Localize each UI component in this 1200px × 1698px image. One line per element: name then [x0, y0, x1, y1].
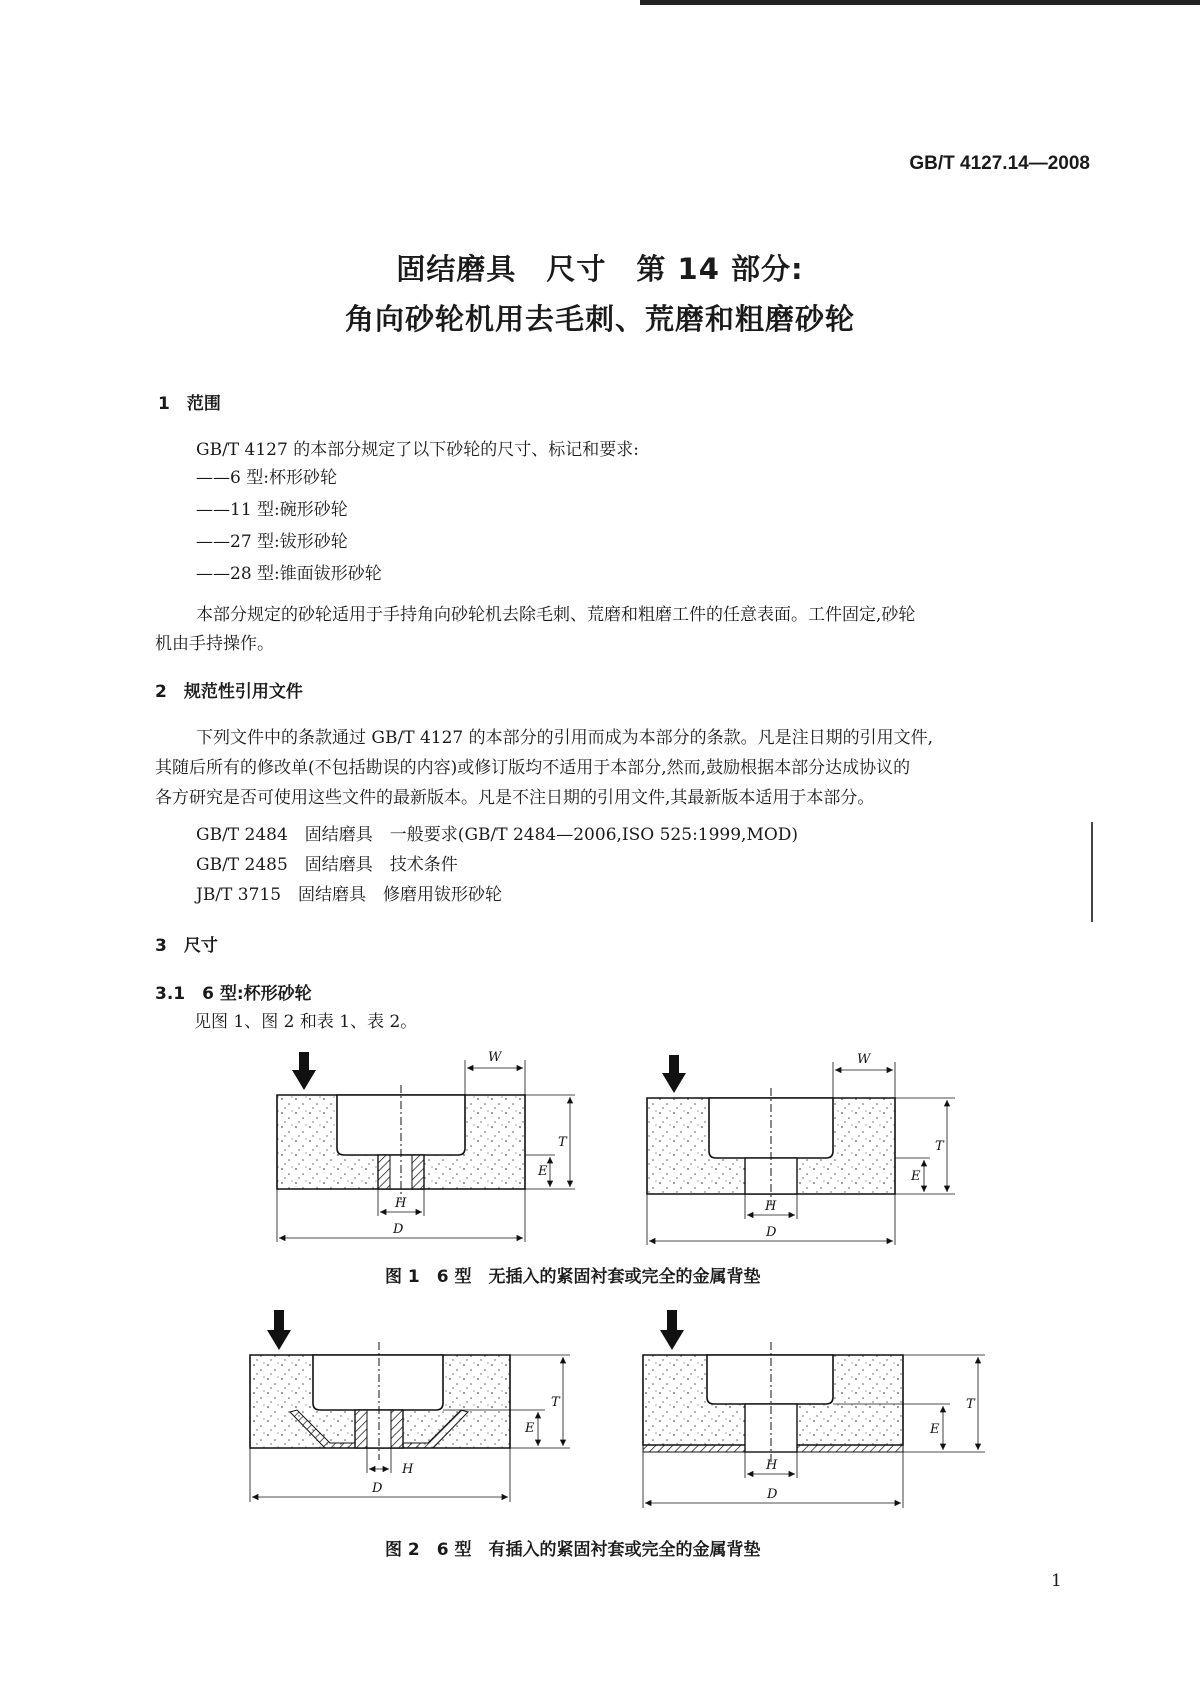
- dimension-t-label: T: [966, 1397, 975, 1412]
- section-2-para-line-1: 下列文件中的条款通过 GB/T 4127 的本部分的引用而成为本部分的条款。凡是注日期的引用文件,: [196, 728, 934, 748]
- dimension-e-label: E: [538, 1164, 548, 1179]
- dimension-e-label: E: [930, 1422, 940, 1437]
- title-line-2: 角向砂轮机用去毛刺、荒磨和粗磨砂轮: [344, 302, 855, 336]
- dimension-t-label: T: [551, 1395, 560, 1410]
- figure-1-right-diagram: [647, 1052, 955, 1245]
- section-1-para-line-1: 本部分规定的砂轮适用于手持角向砂轮机去除毛刺、荒磨和粗磨工件的任意表面。工件固定,砂轮: [196, 605, 916, 625]
- standard-code: GB/T 4127.14—2008: [909, 153, 1090, 174]
- section-2-para-line-2: 其随后所有的修改单(不包括勘误的内容)或修订版均不适用于本部分,然而,鼓励根据本部分达成协议的: [155, 758, 911, 778]
- dimension-w-label: W: [488, 1050, 502, 1065]
- list-item: ——28 型:锥面钹形砂轮: [196, 564, 382, 584]
- dimension-h-label: H: [395, 1196, 407, 1211]
- figure-2-right-diagram: [643, 1310, 985, 1508]
- dimension-d-label: D: [766, 1225, 777, 1240]
- reference-item: JB/T 3715 固结磨具 修磨用钹形砂轮: [196, 885, 503, 905]
- top-rule: [640, 0, 1200, 5]
- title-line-1: 固结磨具 尺寸 第 14 部分:: [396, 252, 804, 286]
- figure-2-left-diagram: [250, 1310, 570, 1502]
- figure-2-caption: 图 2 6 型 有插入的紧固衬套或完全的金属背垫: [385, 1540, 761, 1560]
- reference-item: GB/T 2484 固结磨具 一般要求(GB/T 2484—2006,ISO 525:1999,MOD): [196, 825, 799, 845]
- dimension-d-label: D: [372, 1481, 383, 1496]
- figures-drawing: [0, 1040, 1200, 1580]
- dimension-h-label: H: [402, 1462, 414, 1477]
- dimension-e-label: E: [911, 1169, 921, 1184]
- dimension-d-label: D: [393, 1222, 404, 1237]
- figure-1-left-diagram: [277, 1050, 575, 1242]
- dimension-d-label: D: [767, 1487, 778, 1502]
- section-2-para-line-3: 各方研究是否可使用这些文件的最新版本。凡是不注日期的引用文件,其最新版本适用于本部分。: [155, 788, 875, 808]
- section-3-1-text: 见图 1、图 2 和表 1、表 2。: [194, 1012, 418, 1032]
- section-1-intro: GB/T 4127 的本部分规定了以下砂轮的尺寸、标记和要求:: [196, 440, 639, 460]
- dimension-t-label: T: [935, 1139, 944, 1154]
- list-item: ——27 型:钹形砂轮: [196, 532, 348, 552]
- section-2-heading: 2 规范性引用文件: [155, 682, 303, 702]
- dimension-w-label: W: [857, 1052, 871, 1067]
- section-3-1-heading: 3.1 6 型:杯形砂轮: [155, 984, 312, 1004]
- page-number: 1: [1051, 1571, 1062, 1591]
- margin-bar: [1091, 822, 1093, 922]
- figure-1-caption: 图 1 6 型 无插入的紧固衬套或完全的金属背垫: [385, 1267, 761, 1287]
- dimension-h-label: H: [765, 1199, 777, 1214]
- dimension-t-label: T: [558, 1135, 567, 1150]
- section-1-para-line-2: 机由手持操作。: [155, 634, 274, 654]
- reference-item: GB/T 2485 固结磨具 技术条件: [196, 855, 458, 875]
- list-item: ——6 型:杯形砂轮: [196, 468, 337, 488]
- section-1-heading: 1 范围: [158, 394, 221, 414]
- list-item: ——11 型:碗形砂轮: [196, 500, 348, 520]
- section-3-heading: 3 尺寸: [155, 936, 218, 956]
- dimension-e-label: E: [525, 1421, 535, 1436]
- dimension-h-label: H: [766, 1458, 778, 1473]
